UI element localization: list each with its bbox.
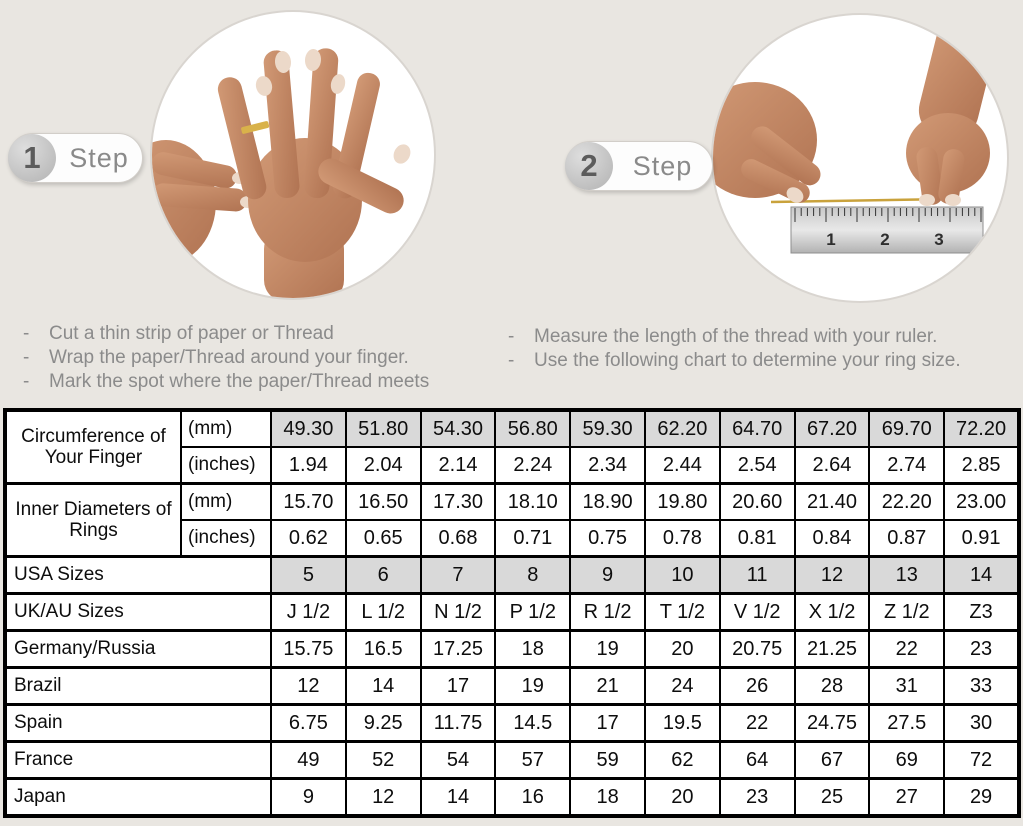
size-value-cell: 22.20 (869, 484, 944, 521)
region-label: UK/AU Sizes (5, 594, 271, 631)
instruction-text: Mark the spot where the paper/Thread meets (49, 371, 430, 392)
instruction-line (18, 322, 498, 346)
size-value-cell: 7 (421, 557, 496, 594)
region-label: Japan (5, 779, 271, 817)
size-value-cell: 2.44 (645, 447, 720, 484)
size-value-cell: 2.85 (944, 447, 1019, 484)
size-value-cell: 22 (869, 631, 944, 668)
unit-label: (mm) (181, 410, 271, 447)
size-value-cell: 62 (645, 742, 720, 779)
size-value-cell: 14.5 (495, 705, 570, 742)
size-value-cell: 17 (570, 705, 645, 742)
ruler-number-1: 1 (826, 230, 836, 249)
size-value-cell: 59.30 (570, 410, 645, 447)
size-value-cell: Z 1/2 (869, 594, 944, 631)
size-value-cell: 23.00 (944, 484, 1019, 521)
size-value-cell: 11 (720, 557, 795, 594)
size-value-cell: 19 (495, 668, 570, 705)
instruction-line (503, 349, 1021, 373)
size-value-cell: 56.80 (495, 410, 570, 447)
right-hand (906, 15, 1004, 206)
size-value-cell: 15.70 (271, 484, 346, 521)
unit-label: (inches) (181, 447, 271, 484)
size-value-cell: 27.5 (869, 705, 944, 742)
instruction-text: Use the following chart to determine your ring size. (534, 350, 961, 371)
size-value-cell: 67.20 (795, 410, 870, 447)
hand-with-ring-illustration (152, 12, 434, 298)
size-value-cell: 27 (869, 779, 944, 817)
size-value-cell: 2.74 (869, 447, 944, 484)
size-value-cell: 29 (944, 779, 1019, 817)
size-value-cell: 18 (570, 779, 645, 817)
size-value-cell: 19 (570, 631, 645, 668)
bullet-dash: - (23, 371, 30, 392)
step2-number-circle: 2 (565, 142, 613, 190)
bullet-dash: - (23, 323, 30, 344)
left-hand (713, 82, 825, 206)
size-value-cell: 0.71 (495, 520, 570, 557)
size-value-cell: 12 (795, 557, 870, 594)
size-value-cell: 25 (795, 779, 870, 817)
size-value-cell: 0.78 (645, 520, 720, 557)
size-value-cell: 57 (495, 742, 570, 779)
size-value-cell: 64.70 (720, 410, 795, 447)
region-label: France (5, 742, 271, 779)
size-value-cell: 13 (869, 557, 944, 594)
table-row (5, 631, 1019, 668)
instruction-text: Wrap the paper/Thread around your finger. (49, 347, 409, 368)
size-value-cell: 12 (271, 668, 346, 705)
region-label: Germany/Russia (5, 631, 271, 668)
size-value-cell: 0.87 (869, 520, 944, 557)
step2-label: Step (632, 150, 693, 181)
instruction-line (18, 346, 498, 370)
table-row (5, 557, 1019, 594)
size-value-cell: 62.20 (645, 410, 720, 447)
size-value-cell: 31 (869, 668, 944, 705)
size-value-cell: 2.34 (570, 447, 645, 484)
table-row (5, 779, 1019, 817)
size-value-cell: 23 (720, 779, 795, 817)
size-value-cell: 24 (645, 668, 720, 705)
size-value-cell: 12 (346, 779, 421, 817)
ruler-number-3: 3 (934, 230, 944, 249)
size-value-cell: 14 (346, 668, 421, 705)
table-row (5, 742, 1019, 779)
size-value-cell: 2.54 (720, 447, 795, 484)
size-value-cell: 64 (720, 742, 795, 779)
size-value-cell: 6 (346, 557, 421, 594)
size-value-cell: V 1/2 (720, 594, 795, 631)
size-value-cell: 33 (944, 668, 1019, 705)
size-value-cell: 21.25 (795, 631, 870, 668)
size-value-cell: 69.70 (869, 410, 944, 447)
size-value-cell: 51.80 (346, 410, 421, 447)
size-value-cell: 14 (421, 779, 496, 817)
instruction-text: Measure the length of the thread with your ruler. (534, 326, 938, 347)
table-row (5, 484, 1019, 521)
measuring-thread-illustration (713, 15, 1007, 301)
region-label: Spain (5, 705, 271, 742)
size-value-cell: 8 (495, 557, 570, 594)
size-value-cell: 16.5 (346, 631, 421, 668)
ruler-illustration (791, 207, 983, 253)
size-value-cell: 67 (795, 742, 870, 779)
ring-size-table-body (5, 410, 1019, 816)
table-row (5, 668, 1019, 705)
size-value-cell: N 1/2 (421, 594, 496, 631)
size-value-cell: R 1/2 (570, 594, 645, 631)
size-value-cell: 0.81 (720, 520, 795, 557)
size-value-cell: 10 (645, 557, 720, 594)
size-value-cell: 0.62 (271, 520, 346, 557)
bullet-dash: - (508, 350, 515, 371)
table-row (5, 594, 1019, 631)
size-value-cell: 2.04 (346, 447, 421, 484)
size-value-cell: 24.75 (795, 705, 870, 742)
ruler-number-2: 2 (880, 230, 890, 249)
size-value-cell: 1.94 (271, 447, 346, 484)
ring-size-table (3, 408, 1021, 818)
unit-label: (mm) (181, 484, 271, 521)
instruction-line (18, 370, 498, 394)
size-value-cell: 16.50 (346, 484, 421, 521)
step2-photo-circle (711, 13, 1009, 303)
table-row (5, 705, 1019, 742)
size-value-cell: 22 (720, 705, 795, 742)
size-value-cell: 49.30 (271, 410, 346, 447)
size-value-cell: 0.65 (346, 520, 421, 557)
region-label: Brazil (5, 668, 271, 705)
instruction-line (503, 325, 1021, 349)
size-value-cell: 28 (795, 668, 870, 705)
size-value-cell: 17.25 (421, 631, 496, 668)
main-hand (215, 48, 413, 298)
step1-number-circle: 1 (8, 134, 56, 182)
step1-badge (8, 133, 143, 183)
size-value-cell: 16 (495, 779, 570, 817)
size-value-cell: 18 (495, 631, 570, 668)
table-row (5, 410, 1019, 447)
size-value-cell: 23 (944, 631, 1019, 668)
size-value-cell: 6.75 (271, 705, 346, 742)
size-value-cell: 20.60 (720, 484, 795, 521)
size-value-cell: 69 (869, 742, 944, 779)
size-value-cell: 9 (271, 779, 346, 817)
size-value-cell: 18.10 (495, 484, 570, 521)
size-value-cell: 15.75 (271, 631, 346, 668)
size-value-cell: 21.40 (795, 484, 870, 521)
size-value-cell: 20 (645, 779, 720, 817)
size-value-cell: 20.75 (720, 631, 795, 668)
unit-label: (inches) (181, 520, 271, 557)
step1-label: Step (69, 142, 129, 173)
size-value-cell: 18.90 (570, 484, 645, 521)
size-value-cell: 17 (421, 668, 496, 705)
step1-instructions (18, 322, 498, 394)
instruction-text: Cut a thin strip of paper or Thread (49, 323, 334, 344)
size-value-cell: 21 (570, 668, 645, 705)
size-value-cell: J 1/2 (271, 594, 346, 631)
size-value-cell: 5 (271, 557, 346, 594)
size-value-cell: L 1/2 (346, 594, 421, 631)
size-value-cell: 17.30 (421, 484, 496, 521)
bullet-dash: - (23, 347, 30, 368)
size-value-cell: T 1/2 (645, 594, 720, 631)
size-value-cell: 0.68 (421, 520, 496, 557)
size-value-cell: 0.91 (944, 520, 1019, 557)
size-value-cell: 72 (944, 742, 1019, 779)
size-value-cell: 2.14 (421, 447, 496, 484)
bullet-dash: - (508, 326, 515, 347)
size-value-cell: 54.30 (421, 410, 496, 447)
size-value-cell: 11.75 (421, 705, 496, 742)
size-value-cell: 49 (271, 742, 346, 779)
row-group-label: Inner Diameters of Rings (5, 484, 181, 557)
size-value-cell: Z3 (944, 594, 1019, 631)
region-label: USA Sizes (5, 557, 271, 594)
size-value-cell: 54 (421, 742, 496, 779)
size-value-cell: P 1/2 (495, 594, 570, 631)
size-value-cell: 52 (346, 742, 421, 779)
size-value-cell: 30 (944, 705, 1019, 742)
step2-badge (565, 141, 713, 191)
size-value-cell: 19.5 (645, 705, 720, 742)
size-value-cell: 0.75 (570, 520, 645, 557)
size-value-cell: 20 (645, 631, 720, 668)
size-value-cell: 72.20 (944, 410, 1019, 447)
row-group-label: Circumference of Your Finger (5, 410, 181, 484)
size-value-cell: 2.64 (795, 447, 870, 484)
step2-instructions (503, 325, 1021, 373)
size-value-cell: 26 (720, 668, 795, 705)
size-value-cell: 59 (570, 742, 645, 779)
size-value-cell: 19.80 (645, 484, 720, 521)
step1-photo-circle (150, 10, 436, 300)
size-value-cell: 14 (944, 557, 1019, 594)
size-value-cell: 2.24 (495, 447, 570, 484)
size-value-cell: 9 (570, 557, 645, 594)
size-value-cell: X 1/2 (795, 594, 870, 631)
size-value-cell: 9.25 (346, 705, 421, 742)
size-value-cell: 0.84 (795, 520, 870, 557)
